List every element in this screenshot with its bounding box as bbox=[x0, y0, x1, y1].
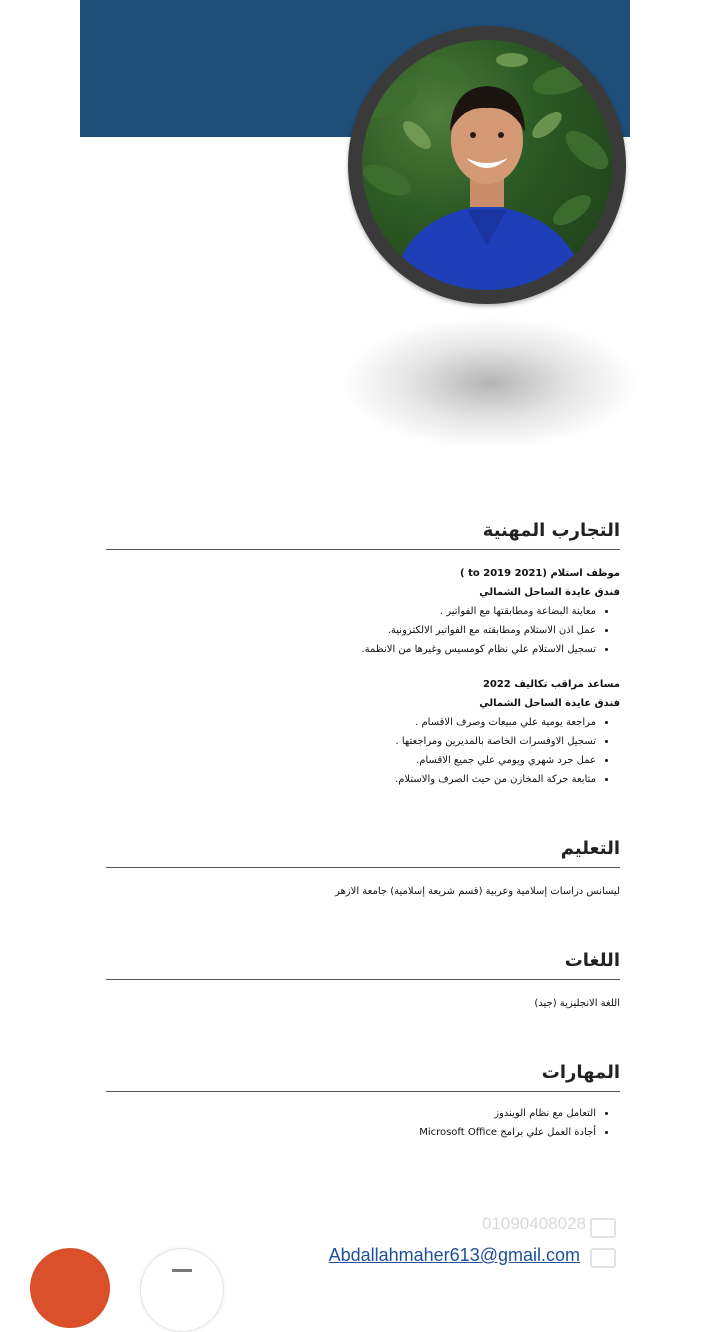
languages-section bbox=[106, 950, 620, 1009]
job-duties bbox=[106, 713, 620, 789]
profile-photo bbox=[362, 40, 612, 290]
job-entry bbox=[106, 675, 620, 789]
job-company: فندق عايدة الساحل الشمالي bbox=[479, 587, 620, 598]
job-entry bbox=[106, 564, 620, 659]
skills-list bbox=[106, 1104, 620, 1142]
shadow-decoration bbox=[345, 318, 635, 448]
phone-icon bbox=[590, 1218, 616, 1238]
job-duties bbox=[106, 602, 620, 659]
fab-button[interactable] bbox=[30, 1248, 110, 1328]
duty-item: • معاينة البضاعة ومطابقتها مع الفواتير . bbox=[106, 602, 596, 621]
skills-title: المهارات bbox=[106, 1062, 620, 1092]
email-icon bbox=[590, 1248, 616, 1268]
menu-button[interactable] bbox=[140, 1248, 224, 1332]
job-position: مساعد مراقب تكاليف 2022 bbox=[482, 679, 620, 690]
profile-photo-frame bbox=[348, 26, 626, 304]
skill-item: • التعامل مع نظام الويندوز bbox=[106, 1104, 596, 1123]
experience-section bbox=[106, 520, 620, 789]
job-position: موظف استلام (2021 to 2019 ) bbox=[460, 568, 620, 579]
duty-item: • تسجيل الاستلام علي نظام كومسيس وغيرها من الانظمة. bbox=[106, 640, 596, 659]
education-text: ليسانس دراسات إسلامية وعربية (قسم شريعة إسلامية) جامعة الازهر bbox=[335, 886, 620, 897]
phone-number: 01090408028 bbox=[481, 1214, 586, 1233]
skills-section bbox=[106, 1062, 620, 1142]
education-section bbox=[106, 838, 620, 897]
duty-item: • تسجيل الاوفسرات الخاصة بالمديرين ومراجعتها . bbox=[106, 732, 596, 751]
email-link[interactable]: Abdallahmaher613@gmail.com bbox=[328, 1245, 580, 1265]
duty-item: • عمل اذن الاستلام ومطابقته مع الفواتير الالكترونية. bbox=[106, 621, 596, 640]
languages-title: اللغات bbox=[106, 950, 620, 980]
experience-title: التجارب المهنية bbox=[106, 520, 620, 550]
job-company: فندق عايدة الساحل الشمالي bbox=[479, 698, 620, 709]
skill-item: • أجادة العمل علي برامج Microsoft Office bbox=[106, 1123, 596, 1142]
duty-item: • متابعة حركة المخازن من حيث الصرف والاستلام. bbox=[106, 770, 596, 789]
duty-item: • عمل جرد شهري ويومي علي جميع الاقسام. bbox=[106, 751, 596, 770]
education-title: التعليم bbox=[106, 838, 620, 868]
languages-text: اللغة الانجليزية (جيد) bbox=[534, 998, 620, 1009]
duty-item: • مراجعة يومية علي مبيعات وصرف الاقسام . bbox=[106, 713, 596, 732]
